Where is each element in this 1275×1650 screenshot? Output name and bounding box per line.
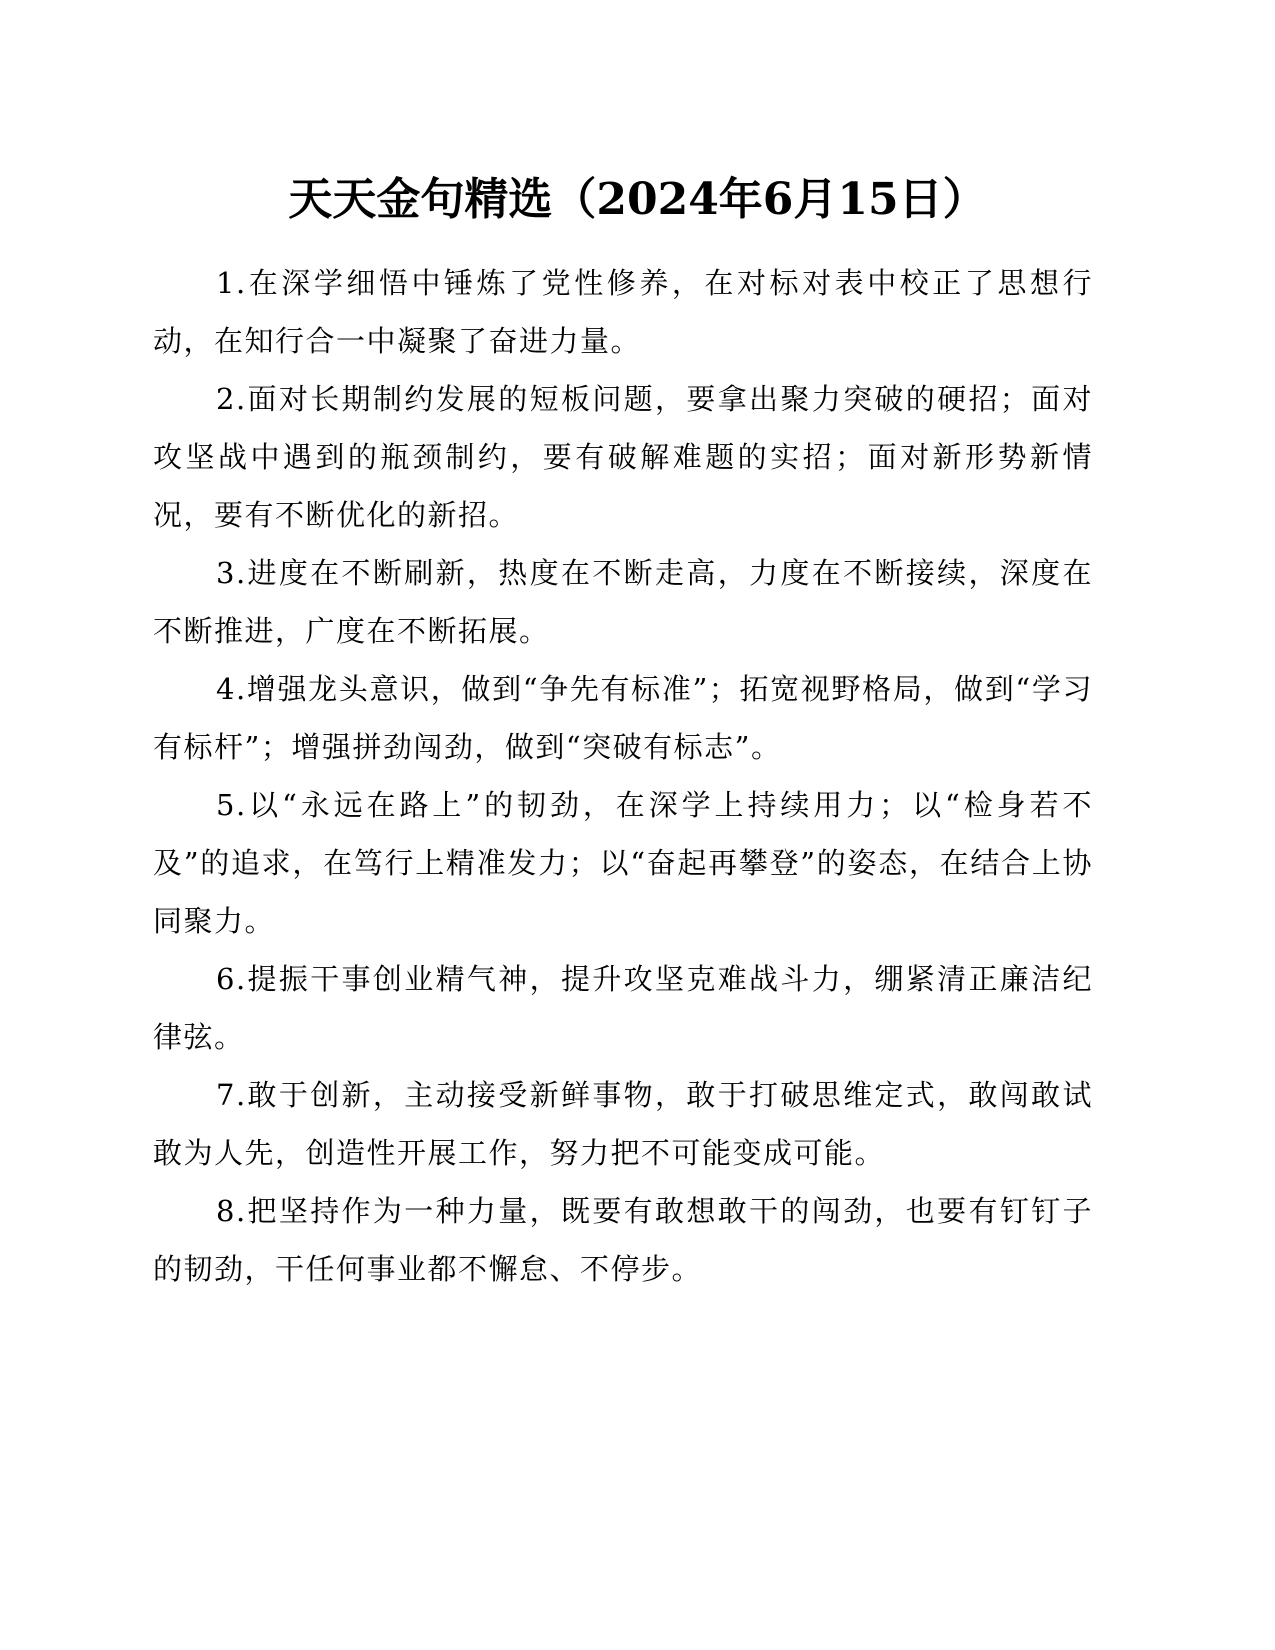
- quote-item-6: 6.提振干事创业精气神，提升攻坚克难战斗力，绷紧清正廉洁纪律弦。: [153, 962, 1093, 1054]
- quote-item-2: 2.面对长期制约发展的短板问题，要拿出聚力突破的硬招；面对攻坚战中遇到的瓶颈制约，要有破解难题的实招；面对新形势新情况，要有不断优化的新招。: [153, 382, 1093, 532]
- quote-list: [153, 254, 1093, 1298]
- quote-item-4: 4.增强龙头意识，做到“争先有标准”；拓宽视野格局，做到“学习有标杆”；增强拼劲闯劲，做到“突破有标志”。: [153, 672, 1093, 764]
- quote-item-7: 7.敢于创新，主动接受新鲜事物，敢于打破思维定式，敢闯敢试敢为人先，创造性开展工作，努力把不可能变成可能。: [153, 1078, 1093, 1170]
- quote-item-1: 1.在深学细悟中锤炼了党性修养，在对标对表中校正了思想行动，在知行合一中凝聚了奋进力量。: [153, 266, 1093, 358]
- page-title: 天天金句精选（2024年6月15日）: [288, 174, 987, 225]
- quote-item-3: 3.进度在不断刷新，热度在不断走高，力度在不断接续，深度在不断推进，广度在不断拓展。: [153, 556, 1093, 648]
- quote-item-5: 5.以“永远在路上”的韧劲，在深学上持续用力；以“检身若不及”的追求，在笃行上精准发力；以“奋起再攀登”的姿态，在结合上协同聚力。: [153, 788, 1093, 938]
- quote-item-8: 8.把坚持作为一种力量，既要有敢想敢干的闯劲，也要有钉钉子的韧劲，干任何事业都不懈怠、不停步。: [153, 1194, 1093, 1286]
